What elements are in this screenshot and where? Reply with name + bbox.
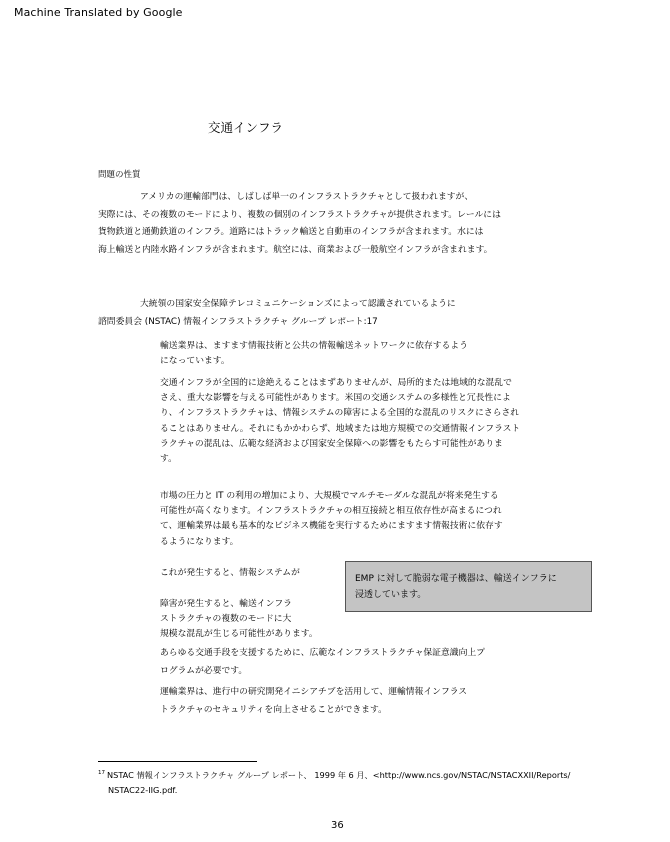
text-line: ることはありません。それにもかかわらず、地域または地方規模での交通情報インフラスト — [160, 423, 521, 434]
text-line: 海上輸送と内陸水路インフラが含まれます。航空には、商業および一般航空インフラが含まれます。 — [98, 244, 493, 255]
footnote-number: 17 — [98, 770, 105, 776]
text-line: 輸送業界は、ますます情報技術と公共の情報輸送ネットワークに依存するよう — [160, 341, 468, 351]
text-line: り、インフラストラクチャは、情報システムの障害による全国的な混乱のリスクにさらされ — [160, 408, 520, 419]
text-line: す。 — [160, 454, 177, 465]
quote-paragraph-2 — [160, 376, 520, 467]
text-line: アメリカの運輸部門は、しばしば単一のインフラストラクチャとして扱われますが、 — [140, 192, 474, 202]
text-line: ストラクチャの複数のモードに大 — [160, 614, 292, 625]
quote-paragraph-5 — [160, 645, 485, 680]
text-line: 実際には、その複数のモードにより、複数の個別のインフラストラクチャが提供されます。レールには — [98, 209, 501, 220]
text-line: ラクチャの混乱は、広範な経済および国家安全保障への影響をもたらす可能性がありま — [160, 438, 503, 449]
paragraph-nature-of-problem — [98, 189, 501, 259]
text-line: て、運輸業界は最も基本的なビジネス機能を実行するためにますます情報技術に依存す — [160, 521, 503, 532]
text-line: 交通インフラが全国的に途絶えることはまずありませんが、局所的または地域的な混乱で — [160, 378, 512, 388]
text-line: 規模な混乱が生じる可能性があります。 — [160, 629, 318, 640]
text-line: になっています。 — [160, 356, 230, 367]
text-line: 大統領の国家安全保障テレコミュニケーションズによって認識されているように — [140, 299, 456, 309]
quote-paragraph-6 — [160, 684, 467, 719]
section-heading: 問題の性質 — [98, 170, 141, 180]
page-number: 36 — [331, 820, 344, 831]
text-line: るようになります。 — [160, 536, 239, 547]
quote-paragraph-3 — [160, 489, 503, 550]
emp-callout-box — [345, 561, 592, 612]
text-line: さえ、重大な影響を与える可能性があります。米国の交通システムの多様性と冗長性によ — [160, 393, 511, 404]
page-title: 交通インフラ — [208, 120, 284, 135]
callout-line: EMP に対して脆弱な電子機器は、輸送インフラに — [355, 574, 557, 584]
footnote-text-line: NSTAC 情報インフラストラクチャ グループ レポート、 1999 年 6 月、<http://www.ncs.gov/NSTAC/NSTACXXII/Reports/ — [107, 770, 571, 780]
quote-paragraph-4-first: これが発生すると、情報システムが — [160, 568, 300, 578]
text-line: あらゆる交通手段を支援するために、広範なインフラストラクチャ保証意識向上プ — [160, 648, 485, 658]
footnote-text-line: NSTAC22-IIG.pdf. — [108, 785, 178, 795]
intro-paragraph — [98, 296, 456, 331]
footnote-divider — [98, 761, 257, 762]
quote-paragraph-4-rest — [160, 597, 318, 643]
quote-paragraph-1 — [160, 339, 468, 369]
text-line: 貨物鉄道と通勤鉄道のインフラ。道路にはトラック輸送と自動車のインフラが含まれます。水には — [98, 227, 484, 237]
text-line: 運輸業界は、進行中の研究開発イニシアチブを活用して、運輸情報インフラス — [160, 687, 468, 697]
text-line: 諮問委員会 (NSTAC) 情報インフラストラクチャ グループ レポート:17 — [98, 316, 378, 327]
callout-line: 浸透しています。 — [355, 590, 427, 600]
text-line: 可能性が高くなります。インフラストラクチャの相互接続と相互依存性が高まるにつれ — [160, 506, 502, 517]
footnote — [98, 766, 570, 798]
text-line: 市場の圧力と IT の利用の増加により、大規模でマルチモーダルな混乱が将来発生する — [160, 491, 499, 501]
text-line: 障害が発生すると、輸送インフラ — [160, 599, 292, 609]
machine-translated-label: Machine Translated by Google — [14, 6, 183, 19]
text-line: トラクチャのセキュリティを向上させることができます。 — [160, 704, 387, 715]
text-line: ログラムが必要です。 — [160, 665, 248, 676]
